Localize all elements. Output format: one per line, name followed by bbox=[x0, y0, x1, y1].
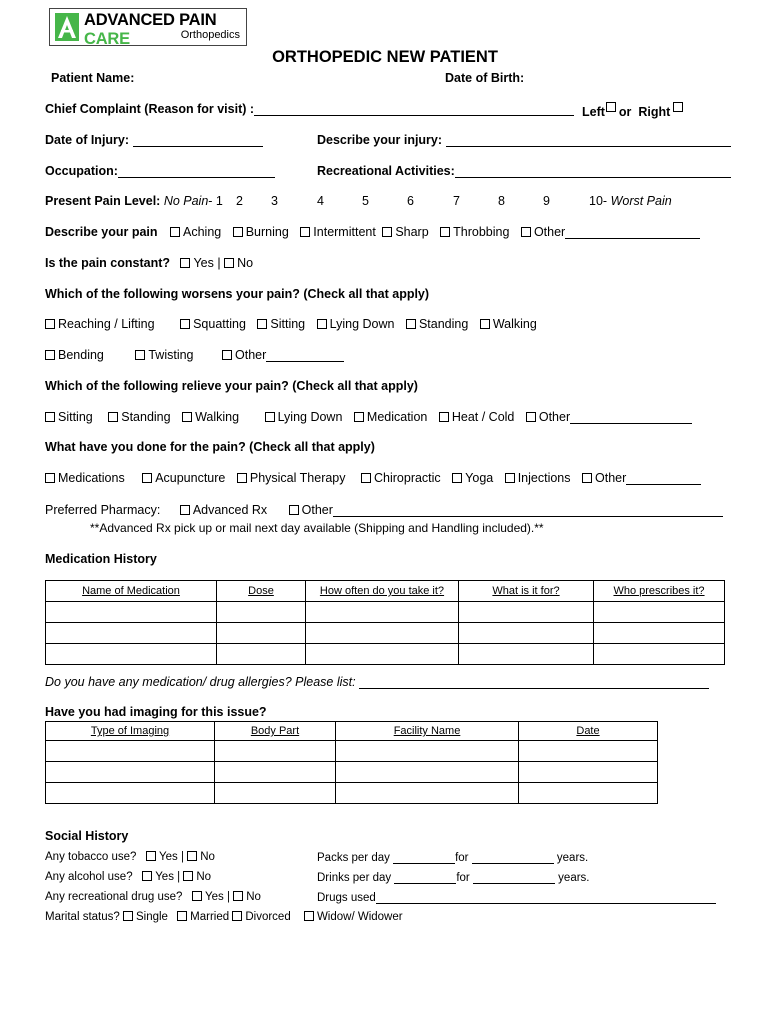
checkbox[interactable] bbox=[289, 505, 299, 515]
pain-level-1[interactable]: - 1 bbox=[208, 194, 223, 208]
checkbox[interactable] bbox=[135, 350, 145, 360]
checkbox[interactable] bbox=[233, 227, 243, 237]
checkbox[interactable] bbox=[45, 412, 55, 422]
checkbox[interactable] bbox=[480, 319, 490, 329]
pain-level-4[interactable]: 4 bbox=[317, 194, 324, 208]
table-cell[interactable] bbox=[46, 762, 215, 783]
option-intermittent[interactable]: Intermittent bbox=[300, 225, 376, 239]
table-cell[interactable] bbox=[217, 644, 306, 665]
drinks-years-field[interactable] bbox=[473, 871, 555, 884]
company-logo bbox=[49, 8, 247, 46]
checkbox[interactable] bbox=[45, 319, 55, 329]
header-type: Type of Imaging bbox=[46, 722, 215, 741]
pain-level-9[interactable]: 9 bbox=[543, 194, 550, 208]
table-cell[interactable] bbox=[336, 762, 519, 783]
table-cell[interactable] bbox=[46, 783, 215, 804]
option-heat-cold[interactable]: Heat / Cold bbox=[439, 410, 515, 424]
no-label: No bbox=[237, 256, 254, 270]
table-cell[interactable] bbox=[336, 741, 519, 762]
option-lying-down[interactable]: Lying Down bbox=[317, 317, 395, 331]
option-lying-down[interactable]: Lying Down bbox=[265, 410, 343, 424]
checkbox[interactable] bbox=[237, 473, 247, 483]
marital-row bbox=[45, 911, 403, 923]
table-cell[interactable] bbox=[519, 762, 658, 783]
pain-level-start: No Pain bbox=[163, 194, 209, 208]
packs-years-field[interactable] bbox=[472, 851, 554, 864]
left-label: Left bbox=[582, 105, 605, 119]
constant-no-checkbox[interactable] bbox=[224, 258, 234, 268]
header-frequency: How often do you take it? bbox=[306, 581, 459, 602]
option-chiropractic[interactable]: Chiropractic bbox=[361, 471, 441, 485]
header-facility: Facility Name bbox=[336, 722, 519, 741]
option-yoga[interactable]: Yoga bbox=[452, 471, 493, 485]
table-cell[interactable] bbox=[459, 644, 594, 665]
option-other[interactable]: Other bbox=[526, 410, 692, 424]
checkbox[interactable] bbox=[180, 319, 190, 329]
dob-label: Date of Birth: bbox=[445, 71, 525, 85]
table-row bbox=[46, 623, 725, 644]
table-cell[interactable] bbox=[594, 602, 725, 623]
worsens-row-2 bbox=[45, 348, 344, 362]
describe-injury-label: Describe your injury: bbox=[317, 133, 443, 147]
table-cell[interactable] bbox=[217, 602, 306, 623]
imaging-label: Have you had imaging for this issue? bbox=[45, 705, 267, 719]
drug-yes-checkbox[interactable] bbox=[192, 891, 202, 901]
option-twisting[interactable]: Twisting bbox=[135, 348, 193, 362]
recreational-row bbox=[317, 164, 731, 178]
option-squatting[interactable]: Squatting bbox=[180, 317, 246, 331]
describe-injury-field[interactable] bbox=[446, 134, 731, 147]
option-divorced[interactable]: Divorced bbox=[232, 911, 290, 923]
table-cell[interactable] bbox=[594, 623, 725, 644]
or-label: or bbox=[618, 105, 632, 119]
option-advanced-rx[interactable]: Advanced Rx bbox=[180, 503, 267, 517]
table-cell[interactable] bbox=[594, 644, 725, 665]
packs-field[interactable] bbox=[393, 851, 455, 864]
table-cell[interactable] bbox=[336, 783, 519, 804]
chief-complaint-field[interactable] bbox=[254, 103, 574, 116]
option-single[interactable]: Single bbox=[123, 911, 168, 923]
header-dose: Dose bbox=[217, 581, 306, 602]
occupation-label: Occupation: bbox=[45, 164, 118, 178]
patient-name-label: Patient Name: bbox=[51, 71, 135, 85]
checkbox[interactable] bbox=[45, 350, 55, 360]
alcohol-row: Any alcohol use? Yes | No bbox=[45, 871, 212, 883]
table-cell[interactable] bbox=[459, 602, 594, 623]
constant-yes-checkbox[interactable] bbox=[180, 258, 190, 268]
table-cell[interactable] bbox=[519, 783, 658, 804]
other-field[interactable] bbox=[333, 504, 723, 517]
worsens-row-1 bbox=[45, 317, 537, 331]
table-cell[interactable] bbox=[215, 783, 336, 804]
drug-row: Any recreational drug use? Yes | No bbox=[45, 891, 261, 903]
done-options bbox=[45, 471, 701, 485]
tobacco-no-checkbox[interactable] bbox=[187, 851, 197, 861]
occupation-field[interactable] bbox=[118, 165, 275, 178]
alcohol-no-checkbox[interactable] bbox=[183, 871, 193, 881]
describe-pain-label: Describe your pain bbox=[45, 225, 158, 239]
table-row bbox=[46, 783, 658, 804]
logo-text: ADVANCED PAIN CARE bbox=[84, 11, 217, 48]
occupation-row bbox=[45, 164, 275, 178]
checkbox[interactable] bbox=[170, 227, 180, 237]
checkbox[interactable] bbox=[265, 412, 275, 422]
constant-row bbox=[45, 256, 253, 270]
checkbox[interactable] bbox=[300, 227, 310, 237]
social-history-label: Social History bbox=[45, 829, 129, 843]
option-other[interactable]: Other bbox=[289, 503, 723, 517]
table-header-row bbox=[46, 581, 725, 602]
option-walking[interactable]: Walking bbox=[182, 410, 239, 424]
drugs-used-row bbox=[317, 891, 716, 904]
checkbox[interactable] bbox=[317, 319, 327, 329]
option-acupuncture[interactable]: Acupuncture bbox=[142, 471, 225, 485]
describe-pain-options bbox=[170, 225, 700, 239]
pharmacy-row bbox=[45, 503, 723, 517]
table-cell[interactable] bbox=[46, 644, 217, 665]
table-cell[interactable] bbox=[306, 602, 459, 623]
checkbox[interactable] bbox=[354, 412, 364, 422]
other-field[interactable] bbox=[266, 349, 344, 362]
checkbox[interactable] bbox=[304, 911, 314, 921]
drinks-field[interactable] bbox=[394, 871, 456, 884]
checkbox[interactable] bbox=[526, 412, 536, 422]
option-other[interactable]: Other bbox=[582, 471, 701, 485]
done-label: What have you done for the pain? (Check all that apply) bbox=[45, 440, 375, 454]
side-choice bbox=[582, 102, 686, 119]
pain-level-label: Present Pain Level: bbox=[45, 194, 161, 208]
header-body-part: Body Part bbox=[215, 722, 336, 741]
option-sitting[interactable]: Sitting bbox=[257, 317, 305, 331]
option-reaching-lifting[interactable]: Reaching / Lifting bbox=[45, 317, 155, 331]
option-throbbing[interactable]: Throbbing bbox=[440, 225, 509, 239]
table-cell[interactable] bbox=[46, 741, 215, 762]
table-row bbox=[46, 741, 658, 762]
checkbox[interactable] bbox=[521, 227, 531, 237]
table-header-row bbox=[46, 722, 658, 741]
header-name: Name of Medication bbox=[46, 581, 217, 602]
relieves-options bbox=[45, 410, 692, 424]
packs-row: Packs per day for years. bbox=[317, 852, 589, 864]
other-field[interactable] bbox=[565, 226, 700, 239]
table-row bbox=[46, 602, 725, 623]
separator: | bbox=[217, 256, 221, 270]
drinks-row: Drinks per day for years. bbox=[317, 872, 590, 884]
drugs-used-label: Drugs used bbox=[317, 892, 376, 904]
option-widow[interactable]: Widow/ Widower bbox=[304, 911, 403, 923]
checkbox[interactable] bbox=[505, 473, 515, 483]
allergies-row bbox=[45, 675, 709, 689]
pain-level-5[interactable]: 5 bbox=[362, 194, 369, 208]
pharmacy-label: Preferred Pharmacy: bbox=[45, 503, 161, 517]
checkbox[interactable] bbox=[45, 473, 55, 483]
option-other[interactable]: Other bbox=[222, 348, 344, 362]
yes-label: Yes bbox=[193, 256, 214, 270]
pain-level-row bbox=[45, 194, 223, 208]
logo-subtext: Orthopedics bbox=[180, 29, 240, 41]
option-burning[interactable]: Burning bbox=[233, 225, 289, 239]
table-row bbox=[46, 762, 658, 783]
option-sharp[interactable]: Sharp bbox=[382, 225, 428, 239]
checkbox[interactable] bbox=[452, 473, 462, 483]
checkbox[interactable] bbox=[108, 412, 118, 422]
option-aching[interactable]: Aching bbox=[170, 225, 221, 239]
other-field[interactable] bbox=[570, 411, 692, 424]
option-physical-therapy[interactable]: Physical Therapy bbox=[237, 471, 346, 485]
chief-complaint-row bbox=[45, 102, 574, 116]
drinks-label: Drinks per day bbox=[317, 872, 392, 884]
table-row bbox=[46, 644, 725, 665]
option-bending[interactable]: Bending bbox=[45, 348, 104, 362]
option-married[interactable]: Married bbox=[177, 911, 229, 923]
date-injury-field[interactable] bbox=[133, 134, 263, 147]
pain-level-3[interactable]: 3 bbox=[271, 194, 278, 208]
option-standing[interactable]: Standing bbox=[406, 317, 468, 331]
constant-label: Is the pain constant? bbox=[45, 256, 171, 270]
table-cell[interactable] bbox=[215, 762, 336, 783]
checkbox[interactable] bbox=[182, 412, 192, 422]
checkbox[interactable] bbox=[180, 505, 190, 515]
allergies-field[interactable] bbox=[359, 676, 709, 689]
checkbox[interactable] bbox=[123, 911, 133, 921]
recreational-field[interactable] bbox=[455, 165, 731, 178]
option-other[interactable]: Other bbox=[521, 225, 700, 239]
header-prescriber: Who prescribes it? bbox=[594, 581, 725, 602]
pain-level-8[interactable]: 8 bbox=[498, 194, 505, 208]
alcohol-label: Any alcohol use? bbox=[45, 871, 133, 883]
pain-level-2[interactable]: 2 bbox=[236, 194, 243, 208]
other-field[interactable] bbox=[626, 472, 701, 485]
med-history-label: Medication History bbox=[45, 552, 157, 566]
option-standing[interactable]: Standing bbox=[108, 410, 170, 424]
table-cell[interactable] bbox=[46, 602, 217, 623]
table-cell[interactable] bbox=[306, 644, 459, 665]
option-sitting[interactable]: Sitting bbox=[45, 410, 93, 424]
checkbox[interactable] bbox=[177, 911, 187, 921]
date-injury-row bbox=[45, 133, 263, 147]
right-label: Right bbox=[638, 105, 671, 119]
table-cell[interactable] bbox=[215, 741, 336, 762]
tobacco-yes-checkbox[interactable] bbox=[146, 851, 156, 861]
right-checkbox[interactable] bbox=[673, 102, 683, 112]
checkbox[interactable] bbox=[142, 473, 152, 483]
allergies-label: Do you have any medication/ drug allergies? Please list: bbox=[45, 675, 356, 689]
packs-label: Packs per day bbox=[317, 852, 390, 864]
tobacco-label: Any tobacco use? bbox=[45, 851, 137, 863]
checkbox[interactable] bbox=[439, 412, 449, 422]
checkbox[interactable] bbox=[582, 473, 592, 483]
table-cell[interactable] bbox=[519, 741, 658, 762]
worsens-label: Which of the following worsens your pain? (Check all that apply) bbox=[45, 287, 430, 301]
option-medications[interactable]: Medications bbox=[45, 471, 125, 485]
pain-level-10[interactable]: 10- Worst Pain bbox=[589, 194, 672, 208]
table-cell[interactable] bbox=[46, 623, 217, 644]
drugs-used-field[interactable] bbox=[376, 891, 716, 904]
marital-label: Marital status? bbox=[45, 911, 120, 923]
alcohol-yes-checkbox[interactable] bbox=[142, 871, 152, 881]
option-walking[interactable]: Walking bbox=[480, 317, 537, 331]
pain-level-6[interactable]: 6 bbox=[407, 194, 414, 208]
header-purpose: What is it for? bbox=[459, 581, 594, 602]
table-cell[interactable] bbox=[217, 623, 306, 644]
tobacco-row: Any tobacco use? Yes | No bbox=[45, 851, 215, 863]
date-injury-label: Date of Injury: bbox=[45, 133, 130, 147]
header-date: Date bbox=[519, 722, 658, 741]
checkbox[interactable] bbox=[361, 473, 371, 483]
drug-label: Any recreational drug use? bbox=[45, 891, 183, 903]
checkbox[interactable] bbox=[257, 319, 267, 329]
pharmacy-note: **Advanced Rx pick up or mail next day available (Shipping and Handling included).** bbox=[90, 521, 544, 535]
left-checkbox[interactable] bbox=[606, 102, 616, 112]
table-cell[interactable] bbox=[459, 623, 594, 644]
checkbox[interactable] bbox=[222, 350, 232, 360]
page-title: ORTHOPEDIC NEW PATIENT bbox=[272, 48, 498, 66]
option-medication[interactable]: Medication bbox=[354, 410, 427, 424]
option-injections[interactable]: Injections bbox=[505, 471, 571, 485]
checkbox[interactable] bbox=[406, 319, 416, 329]
logo-mark-icon bbox=[55, 13, 79, 41]
describe-injury-row bbox=[317, 133, 731, 147]
pain-level-7[interactable]: 7 bbox=[453, 194, 460, 208]
checkbox[interactable] bbox=[440, 227, 450, 237]
imaging-table bbox=[45, 721, 658, 804]
checkbox[interactable] bbox=[382, 227, 392, 237]
drug-no-checkbox[interactable] bbox=[233, 891, 243, 901]
relieves-label: Which of the following relieve your pain? (Check all that apply) bbox=[45, 379, 418, 393]
checkbox[interactable] bbox=[232, 911, 242, 921]
table-cell[interactable] bbox=[306, 623, 459, 644]
chief-complaint-label: Chief Complaint (Reason for visit) : bbox=[45, 102, 255, 116]
medication-table bbox=[45, 580, 725, 665]
recreational-label: Recreational Activities: bbox=[317, 164, 455, 178]
